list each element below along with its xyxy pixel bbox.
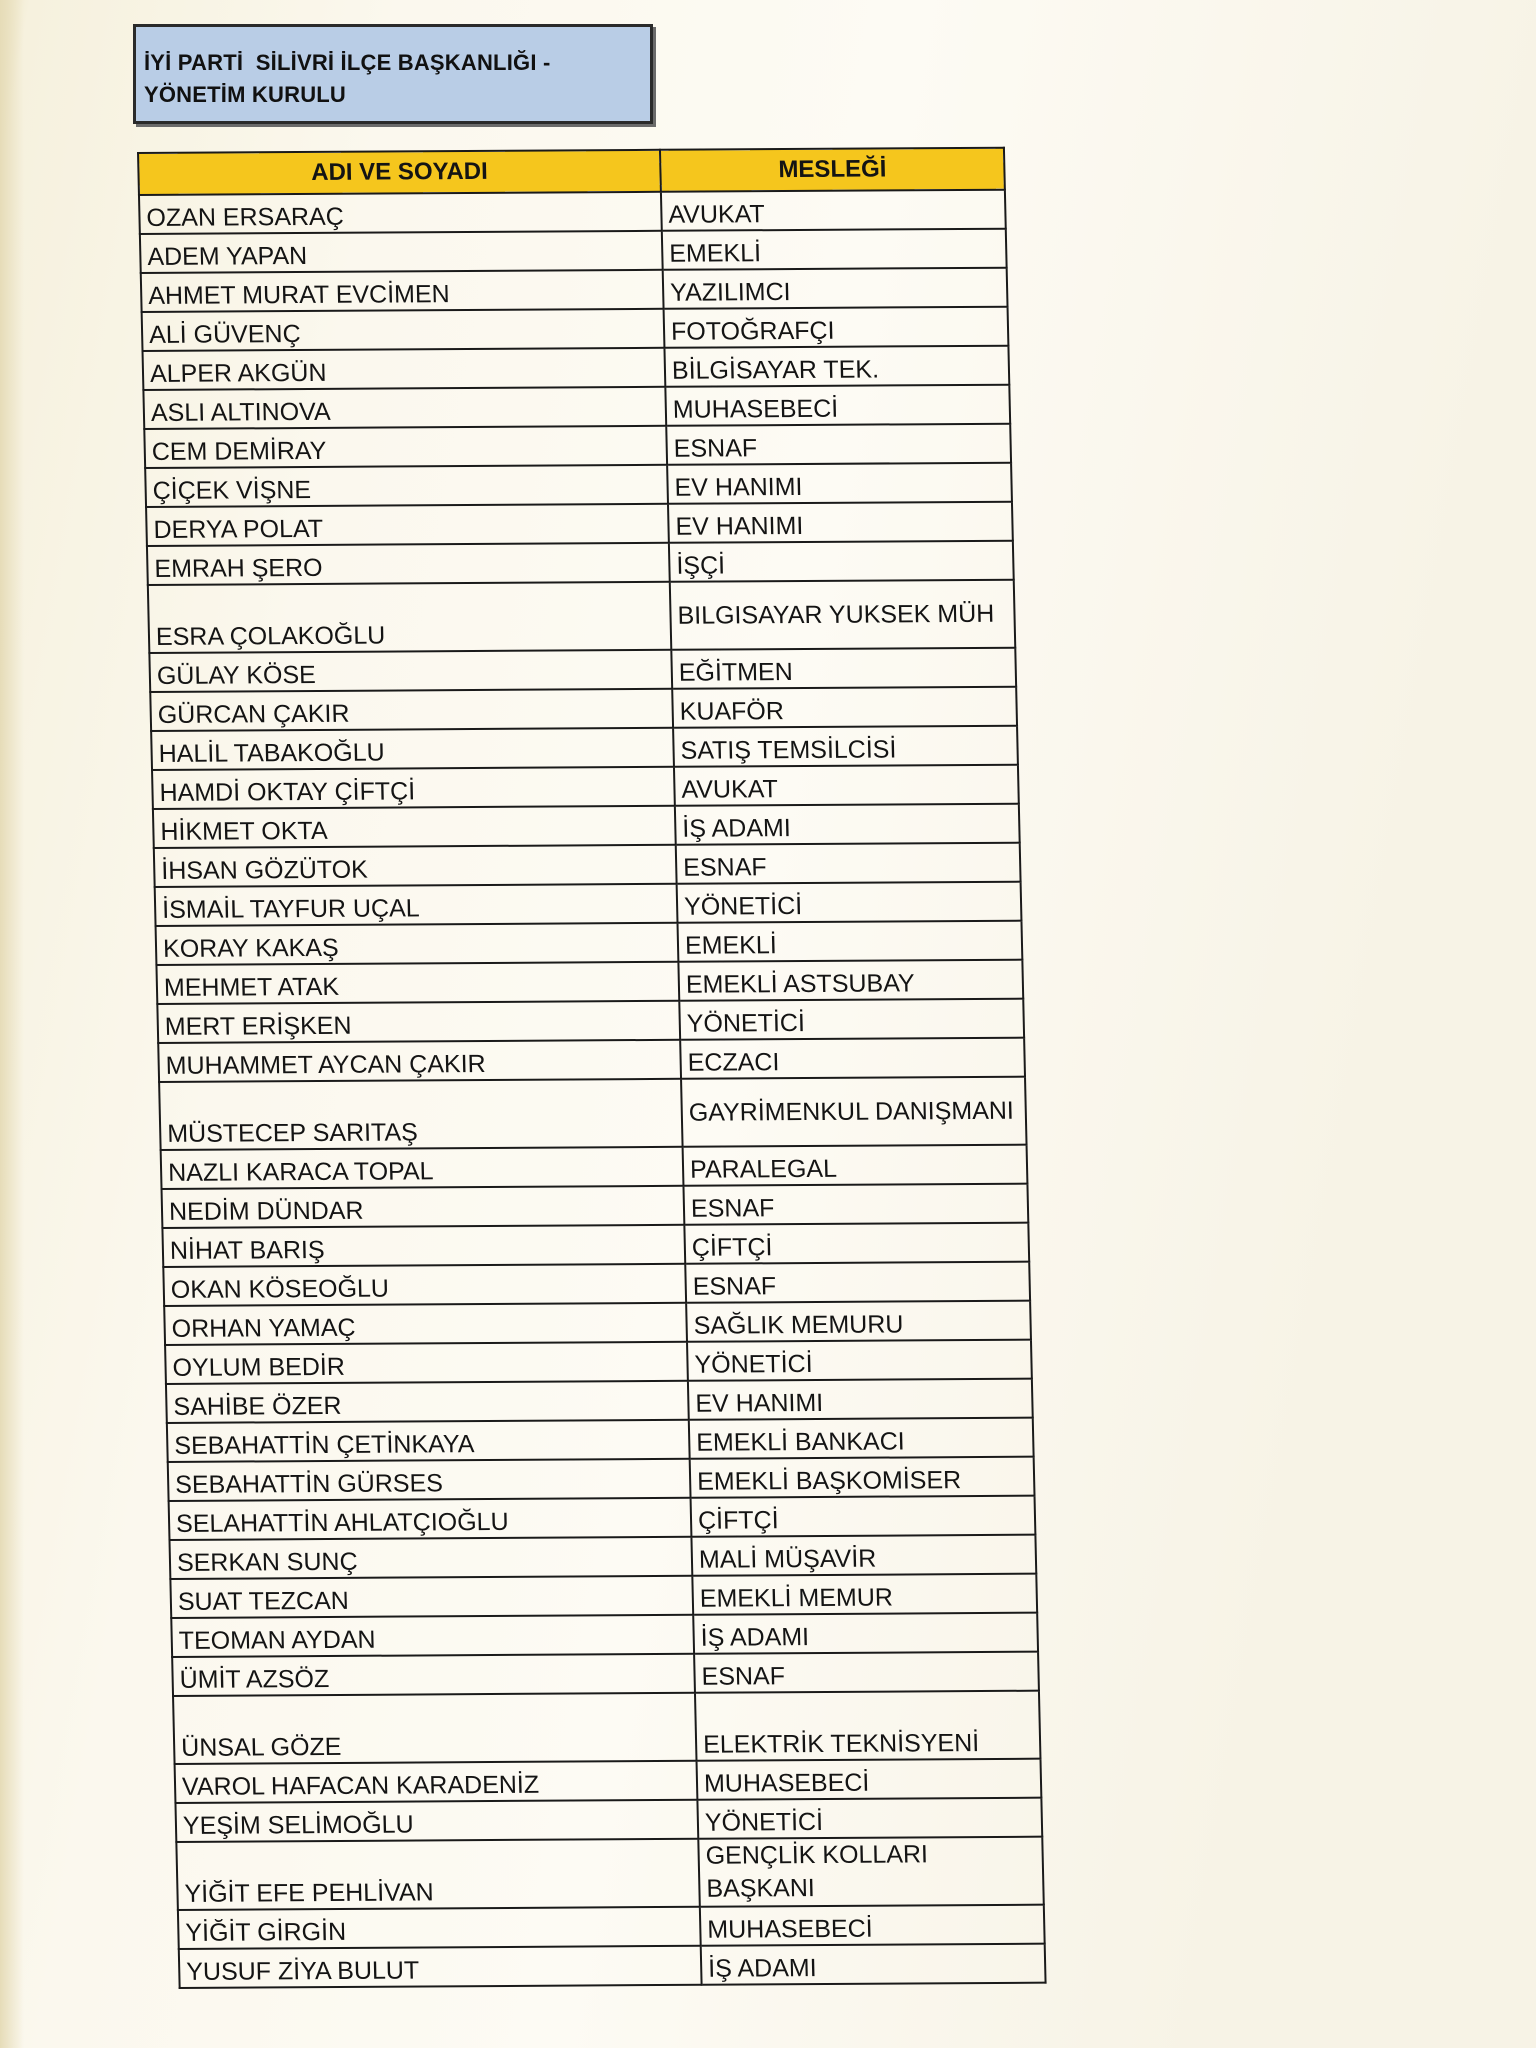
member-name-cell: YİĞİT GİRGİN [178,1907,701,1949]
table-row [179,1944,1046,1988]
member-name-cell: İHSAN GÖZÜTOK [154,845,677,887]
member-name-cell: SELAHATTİN AHLATÇIOĞLU [169,1498,692,1540]
member-profession-cell: EMEKLİ BANKACI [689,1418,1034,1459]
member-name-cell: ÜNSAL GÖZE [173,1693,696,1764]
member-name-cell: MERT ERİŞKEN [157,1001,680,1043]
member-name-cell: MEHMET ATAK [156,962,679,1004]
table-row [150,687,1017,731]
table-row [168,1457,1035,1501]
member-name-cell: EMRAH ŞERO [147,543,670,585]
member-profession-cell: EV HANIMI [667,463,1012,504]
member-name-cell: CEM DEMİRAY [144,426,667,468]
table-row [178,1905,1045,1949]
member-profession-cell: EV HANIMI [688,1379,1033,1420]
table-row [161,1145,1028,1189]
table-body [139,190,1046,1988]
member-name-cell: AHMET MURAT EVCİMEN [141,270,664,312]
member-name-cell: HALİL TABAKOĞLU [151,728,674,770]
member-profession-cell: EMEKLİ [662,229,1007,270]
member-profession-cell: SATIŞ TEMSİLCİSİ [673,726,1018,767]
member-profession-cell: ESNAF [683,1184,1028,1225]
table-row [165,1340,1032,1384]
member-profession-cell: İŞ ADAMI [701,1944,1046,1985]
member-name-cell: GÜLAY KÖSE [149,650,672,692]
document-title-box [133,24,653,124]
member-profession-cell: ELEKTRİK TEKNİSYENİ [695,1691,1041,1761]
table-row [152,765,1019,809]
member-name-cell: İSMAİL TAYFUR UÇAL [155,884,678,926]
member-profession-cell: ESNAF [666,424,1011,465]
member-profession-cell: ESNAF [694,1652,1039,1693]
member-name-cell: ÇİÇEK VİŞNE [145,465,668,507]
table-row [173,1691,1040,1764]
member-profession-cell: BILGISAYAR YUKSEK MÜH [670,580,1016,650]
member-name-cell: HAMDİ OKTAY ÇİFTÇİ [152,767,675,809]
table-row [175,1759,1042,1803]
table-row [166,1379,1033,1423]
table-row [163,1262,1030,1306]
member-profession-cell: EV HANIMI [668,502,1013,543]
table-row [142,307,1009,351]
table-row [171,1613,1038,1657]
member-profession-cell: İŞÇİ [669,541,1014,582]
member-name-cell: SAHİBE ÖZER [166,1381,689,1423]
member-profession-cell: EĞİTMEN [671,648,1016,689]
member-name-cell: YEŞİM SELİMOĞLU [175,1800,698,1842]
member-profession-cell: İŞ ADAMI [675,804,1020,845]
table-row [169,1535,1036,1579]
member-name-cell: SERKAN SUNÇ [169,1537,692,1579]
table-row [141,268,1008,312]
member-profession-cell: MUHASEBECİ [697,1759,1042,1800]
member-profession-cell: SAĞLIK MEMURU [686,1301,1031,1342]
table-row [170,1574,1037,1618]
member-profession-cell: YÖNETİCİ [677,882,1022,923]
member-name-cell: SEBAHATTİN ÇETİNKAYA [167,1420,690,1462]
member-profession-cell: EMEKLİ ASTSUBAY [678,960,1023,1001]
member-name-cell: ASLI ALTINOVA [143,387,666,429]
member-profession-cell: YÖNETİCİ [679,999,1024,1040]
member-name-cell: ESRA ÇOLAKOĞLU [148,582,671,653]
table-row [140,229,1007,273]
member-name-cell: VAROL HAFACAN KARADENİZ [175,1761,698,1803]
member-profession-cell: BİLGİSAYAR TEK. [664,346,1009,387]
table-row [143,346,1010,390]
member-name-cell: ALPER AKGÜN [143,348,666,390]
table-row [167,1418,1034,1462]
table-row [158,1038,1025,1082]
member-profession-cell: PARALEGAL [683,1145,1028,1186]
paper-edge [0,0,24,2048]
member-name-cell: YİĞİT EFE PEHLİVAN [176,1839,699,1910]
board-members-table [137,147,1047,1989]
member-profession-cell: YÖNETİCİ [687,1340,1032,1381]
member-name-cell: OKAN KÖSEOĞLU [163,1264,686,1306]
table-row [139,190,1006,234]
member-profession-cell: MUHASEBECİ [700,1905,1045,1946]
member-name-cell: OYLUM BEDİR [165,1342,688,1384]
member-name-cell: NEDİM DÜNDAR [162,1186,685,1228]
member-profession-cell: KUAFÖR [672,687,1017,728]
member-name-cell: YUSUF ZİYA BULUT [179,1946,702,1988]
table-row [153,804,1020,848]
member-profession-cell: EMEKLİ BAŞKOMİSER [690,1457,1035,1498]
table-row [154,843,1021,887]
member-profession-cell: FOTOĞRAFÇI [664,307,1009,348]
member-name-cell: ORHAN YAMAÇ [164,1303,687,1345]
table-header-row [138,148,1005,195]
member-profession-cell: AVUKAT [661,190,1006,231]
member-name-cell: MÜSTECEP SARITAŞ [159,1079,682,1150]
table-row [151,726,1018,770]
table-row [145,463,1012,507]
table-row [143,385,1010,429]
member-name-cell: ADEM YAPAN [140,231,663,273]
member-name-cell: GÜRCAN ÇAKIR [150,689,673,731]
member-name-cell: TEOMAN AYDAN [171,1615,694,1657]
table-row [147,541,1014,585]
table-row [162,1184,1029,1228]
table-row [164,1301,1031,1345]
member-profession-cell: MALİ MÜŞAVİR [691,1535,1036,1576]
document-title-line-2: YÖNETİM KURULU [144,82,347,107]
table-row [155,882,1022,926]
member-name-cell: NAZLI KARACA TOPAL [161,1147,684,1189]
table-row [156,921,1023,965]
table-row [146,502,1013,546]
member-profession-cell: ESNAF [685,1262,1030,1303]
member-name-cell: HİKMET OKTA [153,806,676,848]
member-profession-cell: ÇİFTÇİ [691,1496,1036,1537]
member-profession-cell: MUHASEBECİ [665,385,1010,426]
member-name-cell: MUHAMMET AYCAN ÇAKIR [158,1040,681,1082]
column-header-profession: MESLEĞİ [660,148,1005,192]
table-row [172,1652,1039,1696]
member-profession-cell: EMEKLİ [677,921,1022,962]
member-name-cell: DERYA POLAT [146,504,669,546]
table-row [169,1496,1036,1540]
member-profession-cell: AVUKAT [674,765,1019,806]
member-name-cell: SEBAHATTİN GÜRSES [168,1459,691,1501]
member-profession-cell: EMEKLİ MEMUR [692,1574,1037,1615]
member-name-cell: ALİ GÜVENÇ [142,309,665,351]
member-name-cell: NİHAT BARIŞ [162,1225,685,1267]
member-name-cell: KORAY KAKAŞ [156,923,679,965]
member-name-cell: SUAT TEZCAN [170,1576,693,1618]
table-row [162,1223,1029,1267]
member-name-cell: OZAN ERSARAÇ [139,192,662,234]
member-profession-cell: YÖNETİCİ [697,1798,1042,1839]
member-profession-cell: ECZACI [680,1038,1025,1079]
member-profession-cell: GENÇLİK KOLLARI BAŞKANI [698,1837,1044,1907]
document-title-line-1: İYİ PARTİ SİLİVRİ İLÇE BAŞKANLIĞI - [144,50,551,75]
member-profession-cell: ÇİFTÇİ [684,1223,1029,1264]
member-profession-cell: ESNAF [676,843,1021,884]
member-profession-cell: İŞ ADAMI [693,1613,1038,1654]
table-row [148,580,1015,653]
table-row [159,1077,1026,1150]
member-profession-cell: YAZILIMCI [663,268,1008,309]
table-row [156,960,1023,1004]
table-row [175,1798,1042,1842]
table-row [157,999,1024,1043]
member-profession-cell: GAYRİMENKUL DANIŞMANI [681,1077,1027,1147]
table-row [176,1837,1043,1910]
column-header-name: ADI VE SOYADI [138,150,661,195]
member-name-cell: ÜMİT AZSÖZ [172,1654,695,1696]
table-row [149,648,1016,692]
table-row [144,424,1011,468]
